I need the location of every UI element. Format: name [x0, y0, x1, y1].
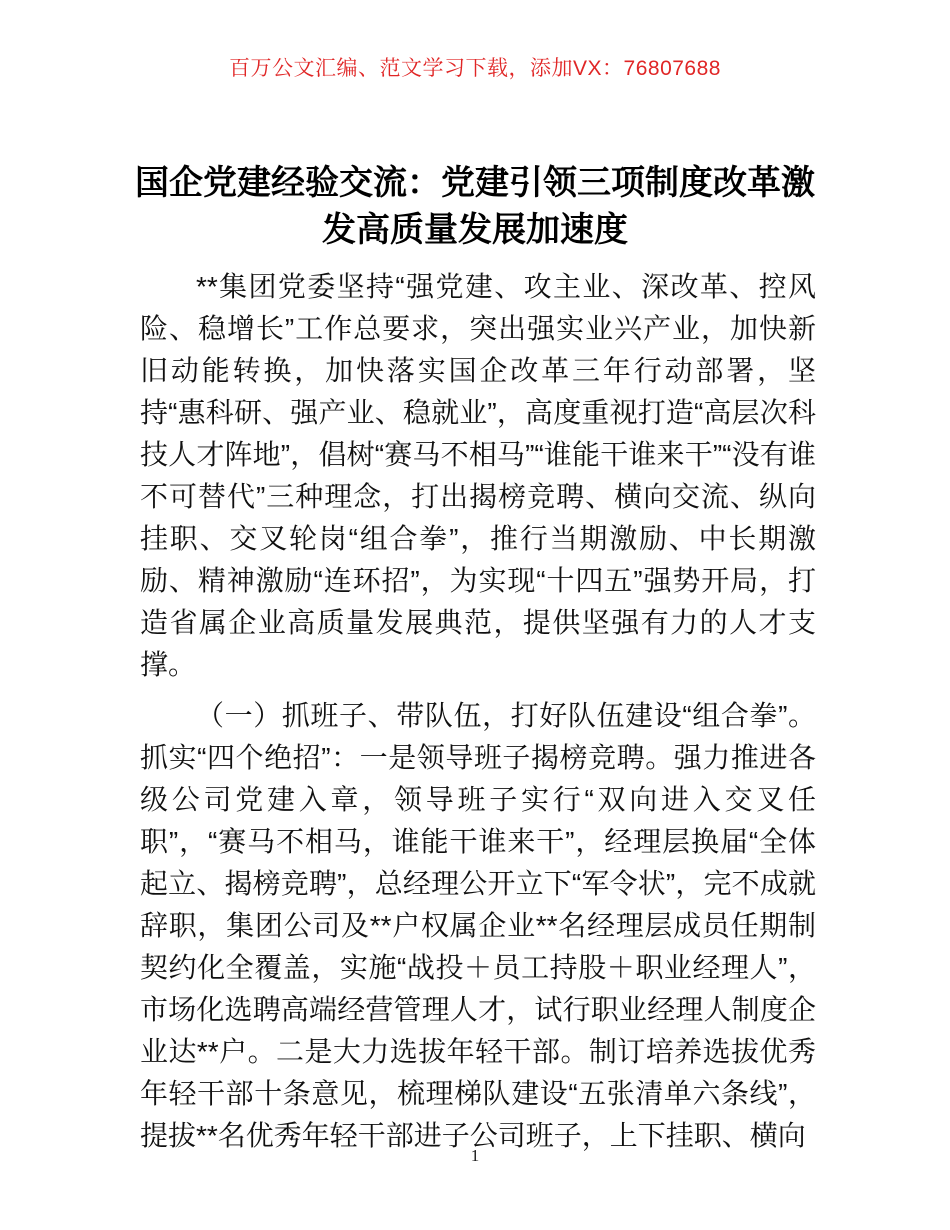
body-paragraph: **集团党委坚持“强党建、攻主业、深改革、控风险、稳增长”工作总要求，突出强实业兴产业，加快新旧动能转换，加快落实国企改革三年行动部署，坚持“惠科研、强产业、稳就业”，高度重视打造“高层次科技人才阵地”，倡树“赛马不相马”“谁能干谁来干”“没有谁不可替代”三种理念，打出揭榜竞聘、横向交流、纵向挂职、交叉轮岗“组合拳”，推行当期激励、中长期激励、精神激励“连环招”，为实现“十四五”强势开局，打造省属企业高质量发展典范，提供坚强有力的人才支撑。 [140, 271, 816, 680]
document-title: 国企党建经验交流：党建引领三项制度改革激发高质量发展加速度 [135, 164, 815, 249]
body-paragraph: （一）抓班子、带队伍，打好队伍建设“组合拳”。抓实“四个绝招”：一是领导班子揭榜竞聘。强力推进各级公司党建入章，领导班子实行“双向进入交叉任职”，“赛马不相马，谁能干谁来干”，经理层换届“全体起立、揭榜竞聘”，总经理公开立下“军令状”，完不成就辞职，集团公司及**户权属企业**名经理层成员任期制契约化全覆盖，实施“战投＋员工持股＋职业经理人”，市场化选聘高端经营管理人才，试行职业经理人制度企业达**户。二是大力选拔年轻干部。制订培养选拔优秀年轻干部十条意见，梳理梯队建设“五张清单六条线”，提拔**名优秀年轻干部进子公司班子，上下挂职、横向 [140, 700, 816, 1151]
header-notice: 百万公文汇编、范文学习下载，添加VX：76807688 [229, 57, 721, 80]
page-number: 1 [470, 1146, 480, 1165]
document-body [140, 266, 816, 1166]
